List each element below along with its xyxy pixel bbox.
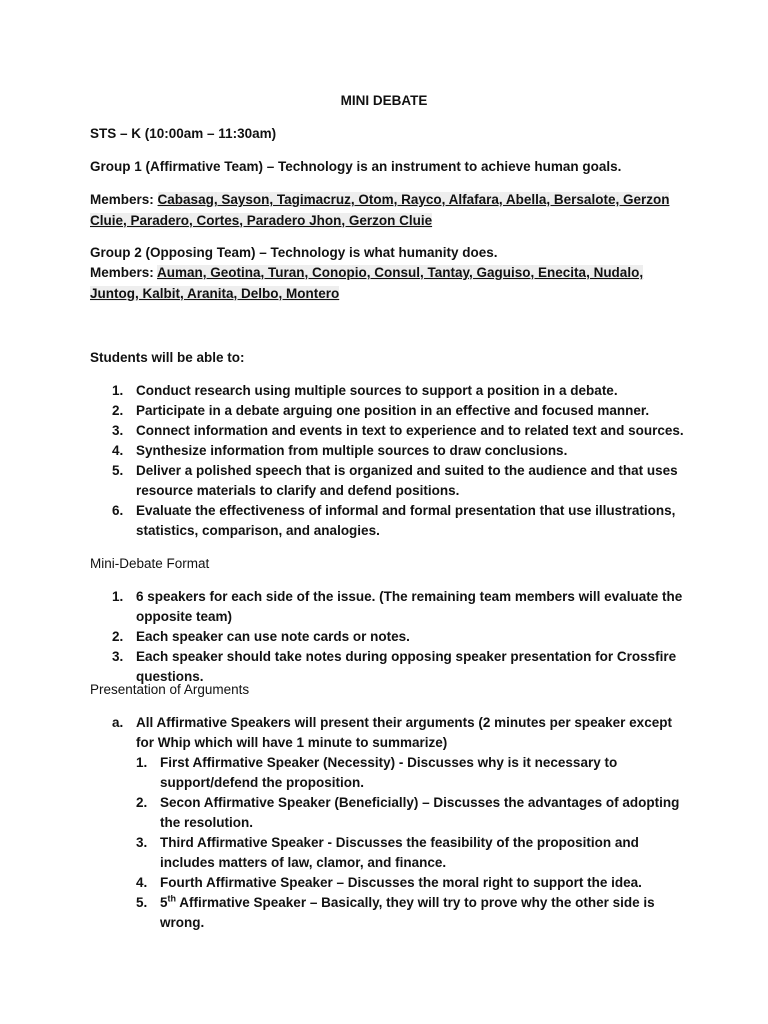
list-item <box>136 793 696 833</box>
list-item-number: 1. <box>112 589 124 604</box>
group2-members <box>90 263 680 304</box>
class-schedule: STS – K (10:00am – 11:30am) <box>90 126 277 141</box>
ordinal-suffix: th <box>167 893 177 904</box>
speaker-list <box>136 753 696 933</box>
format-list <box>112 587 692 687</box>
document-title: MINI DEBATE <box>340 93 428 108</box>
objectives-list <box>112 381 692 541</box>
group1-members-names: Cabasag, Sayson, Tagimacruz, Otom, Rayco, Alfafara, Abella, Bersalote, Gerzon Cluie, Paradero, Cortes, Paradero Jhon, Gerzon Cluie <box>90 192 670 228</box>
list-item <box>136 893 696 933</box>
list-item-text: Deliver a polished speech that is organized and suited to the audience and that uses resource materials to clarify and defend positions. <box>136 463 678 498</box>
objectives-heading: Students will be able to: <box>90 350 245 365</box>
list-item-text: First Affirmative Speaker (Necessity) - Discusses why is it necessary to support/defend the proposition. <box>160 755 618 790</box>
list-item <box>112 421 692 441</box>
format-heading: Mini-Debate Format <box>90 556 210 571</box>
list-item-number: 6. <box>112 503 124 518</box>
list-item-number: 5. <box>112 463 124 478</box>
list-item-number: 2. <box>136 795 148 810</box>
list-item-text: Third Affirmative Speaker - Discusses the feasibility of the proposition and includes matters of law, clamor, and finance. <box>160 835 639 870</box>
list-item-number: 3. <box>112 423 124 438</box>
list-item-text: Connect information and events in text to experience and to related text and sources. <box>136 423 684 438</box>
list-item <box>112 627 692 647</box>
list-item-number: 4. <box>136 875 148 890</box>
list-item-text: Secon Affirmative Speaker (Beneficially) – Discusses the advantages of adopting the resolution. <box>160 795 680 830</box>
arguments-list <box>112 713 692 753</box>
list-item <box>112 713 692 753</box>
list-item <box>112 461 692 501</box>
list-item-text: Each speaker can use note cards or notes. <box>136 629 410 644</box>
list-item-text: Synthesize information from multiple sources to draw conclusions. <box>136 443 568 458</box>
list-item-number: 3. <box>112 649 124 664</box>
list-item-text: Fourth Affirmative Speaker – Discusses the moral right to support the idea. <box>160 875 642 890</box>
list-item-letter: a. <box>112 715 124 730</box>
list-item <box>112 501 692 541</box>
list-item-number: 1. <box>136 755 148 770</box>
list-item-number: 4. <box>112 443 124 458</box>
list-item <box>112 441 692 461</box>
list-item-text: Participate in a debate arguing one position in an effective and focused manner. <box>136 403 650 418</box>
list-item-number: 3. <box>136 835 148 850</box>
group1-members <box>90 190 680 231</box>
list-item <box>112 587 692 627</box>
list-item-text: Affirmative Speaker – Basically, they will try to prove why the other side is wrong. <box>160 895 655 930</box>
group1-heading: Group 1 (Affirmative Team) – Technology is an instrument to achieve human goals. <box>90 159 622 174</box>
list-item-number: 5. <box>136 895 148 910</box>
group1-members-label: Members: <box>90 192 154 207</box>
group2-members-names: Auman, Geotina, Turan, Conopio, Consul, Tantay, Gaguiso, Enecita, Nudalo, Juntog, Kalbit, Aranita, Delbo, Montero <box>90 265 644 301</box>
ordinal-number: 5 <box>160 895 168 910</box>
list-item-text: 6 speakers for each side of the issue. (The remaining team members will evaluate the opposite team) <box>136 589 683 624</box>
list-item-number: 1. <box>112 383 124 398</box>
list-item-number: 2. <box>112 403 124 418</box>
list-item-number: 2. <box>112 629 124 644</box>
group2-members-label: Members: <box>90 265 154 280</box>
list-item-text: Evaluate the effectiveness of informal and formal presentation that use illustrations, statistics, comparison, and analogies. <box>136 503 676 538</box>
arguments-heading: Presentation of Arguments <box>90 682 250 697</box>
list-item-text: Each speaker should take notes during opposing speaker presentation for Crossfire questions. <box>136 649 677 684</box>
list-item-text: Conduct research using multiple sources to support a position in a debate. <box>136 383 618 398</box>
list-item <box>136 873 696 893</box>
list-item <box>136 833 696 873</box>
list-item <box>136 753 696 793</box>
list-item-text: All Affirmative Speakers will present their arguments (2 minutes per speaker except for Whip which will have 1 minute to summarize) <box>136 715 672 750</box>
group2-heading: Group 2 (Opposing Team) – Technology is what humanity does. <box>90 245 498 260</box>
list-item <box>112 401 692 421</box>
list-item <box>112 381 692 401</box>
